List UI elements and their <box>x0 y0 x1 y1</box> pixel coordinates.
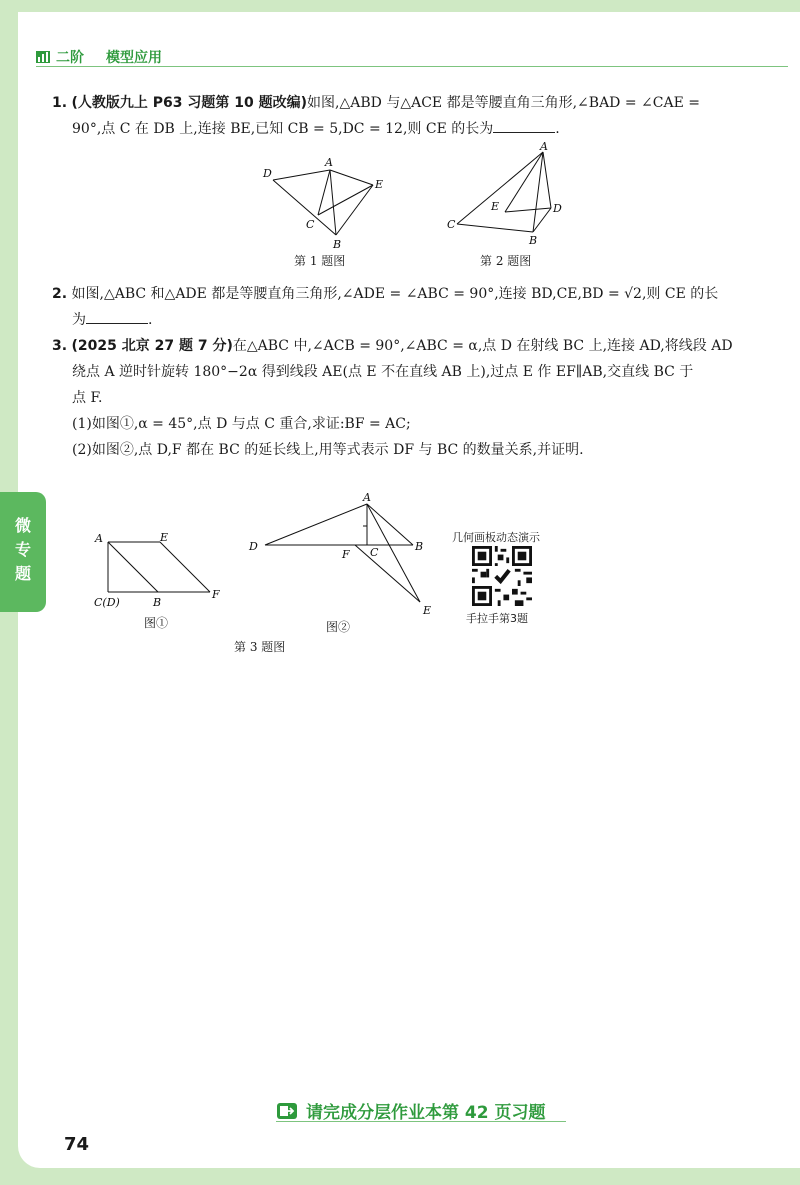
fig2-label-d: D <box>553 202 562 215</box>
figure-3a-caption: 图① <box>144 616 169 630</box>
homework-banner <box>276 1098 546 1123</box>
side-tab-char-2: 专 <box>14 540 31 559</box>
fig3b-label-a: A <box>363 491 371 504</box>
figure-3a <box>90 528 230 610</box>
answer-blank-2[interactable] <box>86 309 148 324</box>
fig3b-label-f: F <box>342 548 350 561</box>
problem-3-sub-2: (2)如图②,点 D,F 都在 BC 的延长线上,用等式表示 DF 与 BC 的数量关系,并证明. <box>72 442 584 458</box>
fig3b-label-d: D <box>249 540 258 553</box>
fig3a-label-e: E <box>160 531 169 544</box>
homework-arrow-icon <box>276 1102 298 1120</box>
problem-1-line-2: 90°,点 C 在 DB 上,连接 BE,已知 CB = 5,DC = 12,则 CE 的长为 . <box>72 116 560 142</box>
figure-2 <box>445 142 575 250</box>
problem-3-line-3: 点 F. <box>72 390 103 406</box>
fig1-label-e: E <box>375 178 384 191</box>
problem-2-line-2: 为 . <box>72 307 152 333</box>
fig1-label-c: C <box>306 218 315 231</box>
problem-3-source: (2025 北京 27 题 7 分) <box>71 338 233 354</box>
problem-3-sub-1: (1)如图①,α = 45°,点 D 与点 C 重合,求证:BF = AC; <box>72 416 411 432</box>
fig1-label-b: B <box>333 238 342 250</box>
fig3b-label-b: B <box>415 540 424 553</box>
figure-3-caption: 第 3 题图 <box>234 640 286 654</box>
homework-text: 请完成分层作业本第 42 页习题 <box>306 1103 546 1123</box>
problem-3-line-2: 绕点 A 逆时针旋转 180°−2α 得到线段 AE(点 E 不在直线 AB 上),过点 E 作 EF∥AB,交直线 BC 于 <box>72 364 694 380</box>
side-tab <box>0 492 46 612</box>
section-label: 二阶 <box>56 50 84 66</box>
fig3a-label-f: F <box>212 588 220 601</box>
fig3b-label-e: E <box>423 604 432 617</box>
section-header <box>36 47 162 67</box>
fig2-label-e: E <box>491 200 500 213</box>
bar-chart-icon <box>36 51 50 63</box>
fig2-label-a: A <box>540 142 548 153</box>
problem-2-line-1: 2. 如图,△ABC 和△ADE 都是等腰直角三角形,∠ADE = ∠ABC = 90°,连接 BD,CE,BD = √2,则 CE 的长 <box>52 286 719 302</box>
fig1-label-a: A <box>325 156 333 169</box>
side-tab-char-3: 题 <box>14 564 31 583</box>
qr-bottom-caption: 手拉手第3题 <box>466 612 528 625</box>
footer-divider <box>276 1121 566 1122</box>
problem-3-line-1: 3. (2025 北京 27 题 7 分)在△ABC 中,∠ACB = 90°,∠ABC = α,点 D 在射线 BC 上,连接 AD,将线段 AD <box>52 338 733 354</box>
qr-code-icon[interactable] <box>472 546 532 606</box>
fig2-label-c: C <box>447 218 456 231</box>
problem-1-source: (人教版九上 P63 习题第 10 题改编) <box>71 95 308 111</box>
qr-top-caption: 几何画板动态演示 <box>452 531 540 544</box>
fig3a-label-cd: C(D) <box>94 596 120 609</box>
fig3b-label-c: C <box>370 546 379 559</box>
figure-2-caption: 第 2 题图 <box>480 254 532 268</box>
side-tab-char-1: 微 <box>14 516 31 535</box>
answer-blank-1[interactable] <box>493 118 555 133</box>
fig3a-label-b: B <box>153 596 162 609</box>
fig2-label-b: B <box>529 234 538 247</box>
figure-3b-caption: 图② <box>326 620 351 634</box>
fig3a-label-a: A <box>95 532 103 545</box>
figure-3b <box>245 490 440 618</box>
page-number: 74 <box>64 1134 90 1155</box>
fig1-label-d: D <box>263 167 272 180</box>
header-divider <box>36 66 788 67</box>
problem-1-line-1: 1. (人教版九上 P63 习题第 10 题改编)如图,△ABD 与△ACE 都是等腰直角三角形,∠BAD = ∠CAE = <box>52 95 700 111</box>
section-title: 模型应用 <box>106 50 162 66</box>
figure-1-caption: 第 1 题图 <box>294 254 346 268</box>
figure-1 <box>258 150 398 250</box>
